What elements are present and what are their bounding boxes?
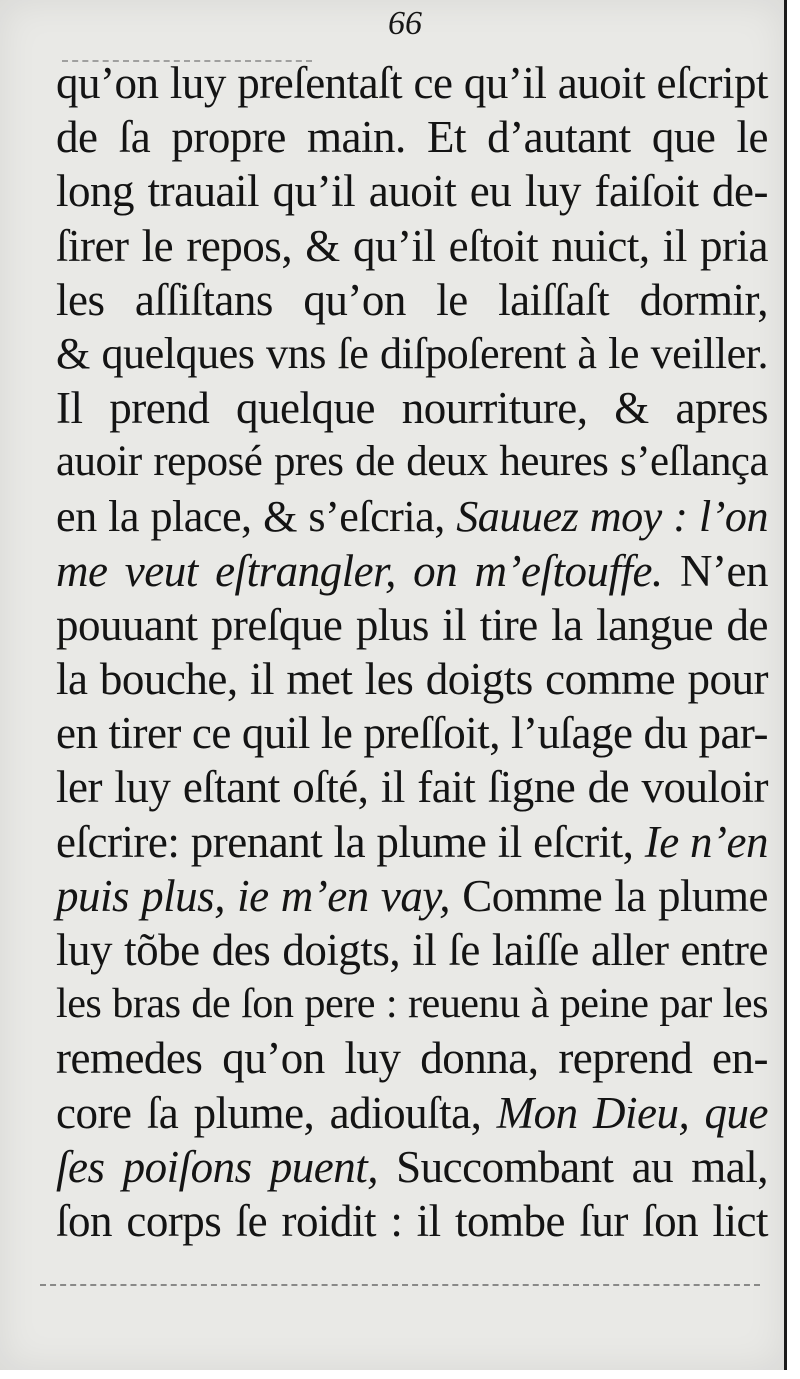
text-segment: Comme la plume: [450, 870, 768, 921]
text-line: [56, 1086, 768, 1140]
text-line: [56, 490, 768, 544]
text-line: [56, 598, 768, 652]
text-line: [56, 219, 768, 273]
text-line: [56, 760, 768, 814]
text-line: [56, 56, 768, 110]
text-segment: ſon corps ſe roidit : il tombe ſur ſon lict: [56, 1195, 768, 1246]
italic-quote: Mon Dieu, que: [496, 1087, 768, 1138]
text-line: [56, 706, 768, 760]
text-segment: luy tõbe des doigts, il ſe laiſſe aller entre: [56, 925, 768, 975]
text-segment: N’en: [662, 545, 768, 596]
italic-quote: me veut eſtrangler, on m’eſtouffe.: [56, 545, 663, 596]
text-segment: pouuant preſque plus il tire la langue de: [56, 599, 768, 650]
text-line: [56, 164, 768, 218]
text-segment: ler luy eſtant oſté, il fait ſigne de vouloir: [56, 762, 768, 813]
italic-quote: puis plus, ie m’en vay,: [56, 870, 451, 921]
italic-quote: ſes poiſons puent,: [56, 1141, 378, 1192]
text-segment: auoir reposé pres de deux heures s’eſlança: [56, 438, 768, 486]
text-segment: ſirer le repos, & qu’il eſtoit nuict, il pria: [56, 220, 768, 271]
page-edge: [784, 0, 787, 1370]
text-line: [56, 273, 768, 327]
text-line: [56, 923, 768, 977]
text-line: [56, 327, 768, 381]
text-segment: en la place, & s’eſcria,: [56, 491, 457, 541]
text-line: [56, 110, 768, 164]
text-segment: core ſa plume, adiouſta,: [56, 1087, 497, 1138]
text-line: [56, 977, 768, 1031]
text-segment: & quelques vns ſe diſpoſerent à le veiller.: [56, 328, 768, 378]
text-line: [56, 544, 768, 598]
bottom-rule: [40, 1284, 760, 1287]
text-segment: qu’on luy preſentaſt ce qu’il auoit eſcript: [56, 58, 768, 108]
text-segment: Succombant au mal,: [377, 1141, 769, 1192]
text-line: [56, 815, 768, 869]
text-segment: eſcrire: prenant la plume il eſcrit,: [56, 816, 645, 867]
text-segment: Il prend quelque nourriture, & apres: [56, 383, 768, 434]
text-line: [56, 652, 768, 706]
text-segment: long trauail qu’il auoit eu luy faiſoit de-: [56, 166, 768, 217]
text-segment: la bouche, il met les doigts comme pour: [56, 654, 768, 705]
text-line: [56, 1140, 768, 1194]
page-number: 66: [388, 5, 422, 42]
italic-quote: Ie n’en: [644, 816, 768, 867]
text-segment: de ſa propre main. Et d’autant que le: [56, 112, 768, 163]
text-segment: les bras de ſon pere : reuenu à peine par les: [56, 980, 768, 1028]
text-line: [56, 1031, 768, 1085]
text-line: [56, 869, 768, 923]
body-text: [56, 56, 768, 1248]
text-line: [56, 1194, 768, 1248]
text-segment: les aſſiſtans qu’on le laiſſaſt dormir,: [56, 274, 768, 325]
page-margin: [785, 0, 800, 1379]
italic-quote: Sauuez moy : l’on: [456, 491, 768, 541]
text-segment: remedes qu’on luy donna, reprend en-: [56, 1033, 768, 1084]
text-line: [56, 435, 768, 489]
text-segment: en tirer ce quil le preſſoit, l’uſage du par-: [56, 708, 768, 759]
text-line: [56, 381, 768, 435]
